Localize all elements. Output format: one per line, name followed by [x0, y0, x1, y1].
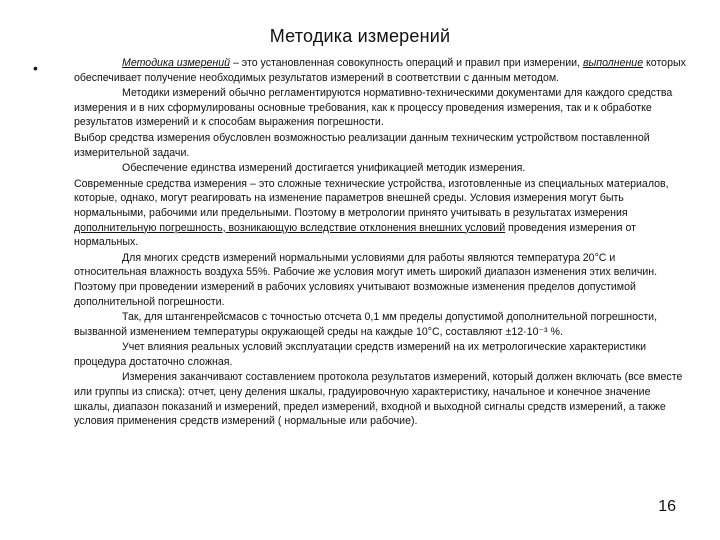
- definition-text-2: которых обеспечивает получение необходимых результатов измерений в соответствии с данным методом.: [74, 57, 686, 84]
- content-body: [74, 56, 686, 430]
- page-number: 16: [658, 498, 676, 515]
- paragraph-height-gauge: Так, для штангенрейсмасов с точностью отсчета 0,1 мм пределы допустимой дополнительной погрешности, вызванной изменением температуры окружающей среды на каждые 10°C, составляют ±12·10⁻³ %.: [74, 311, 658, 338]
- term-execution: выполнение: [582, 57, 644, 69]
- bullet-marker: •: [33, 60, 38, 76]
- modern-instruments-text-2: проведения измерения от нормальных.: [74, 221, 637, 249]
- page-title: Методика измерений: [269, 26, 451, 46]
- paragraph-regulation: Методики измерений обычно регламентируются нормативно-техническими документами для каждого средства измерения и в них сформулированы основные требования, как к процессу проведения измерения, так и к обработке результатов измерений и к способам выражения погрешности.: [74, 87, 673, 129]
- paragraph-protocol: Измерения заканчивают составлением протокола результатов измерений, который должен включать (все вместе или группы из списка): отчет, цену деления шкалы, градуировочную характеристику, начальное и конечное значение шкалы, диапазон показаний и измерений, предел измерений, входной и выходной сигналы средств измерений, а также условия применения средств измерений ( нормальные или рабочие).: [74, 371, 683, 428]
- modern-instruments-text-1: Современные средства измерения – это сложные технические устройства, изготовленные из специальных материалов, которые, однако, могут реагировать на изменение параметров внешней среды. Условия измерения могут быть нормальными, рабочими или предельными. Поэтому в метрологии принято учитывать в результатах измерения: [74, 177, 669, 219]
- additional-error-underlined: дополнительную погрешность, возникающую вследствие отклонения внешних условий: [74, 221, 506, 234]
- paragraph-normal-conditions: Для многих средств измерений нормальными условиями для работы являются температура 20°C и относительная влажность воздуха 55%. Рабочие же условия могут иметь широкий диапазон изменения этих величин. Поэтому при проведении измерений в рабочих условиях учитывают возможные изменения пределов допустимой дополнительной погрешности.: [74, 251, 658, 308]
- paragraph-modern-instruments: [74, 177, 686, 250]
- paragraph-definition: [74, 56, 686, 85]
- paragraph-instrument-choice: Выбор средства измерения обусловлен возможностью реализации данным техническим устройством поставленной измерительной задачи.: [74, 131, 650, 159]
- paragraph-unity: Обеспечение единства измерений достигается унификацией методик измерения.: [122, 162, 526, 175]
- term-method: Методика измерений: [122, 57, 231, 69]
- definition-text-1: – это установленная совокупность операций и правил при измерении,: [230, 57, 583, 69]
- paragraph-real-conditions: Учет влияния реальных условий эксплуатации средств измерений на их метрологические характеристики процедура достаточно сложная.: [74, 341, 646, 368]
